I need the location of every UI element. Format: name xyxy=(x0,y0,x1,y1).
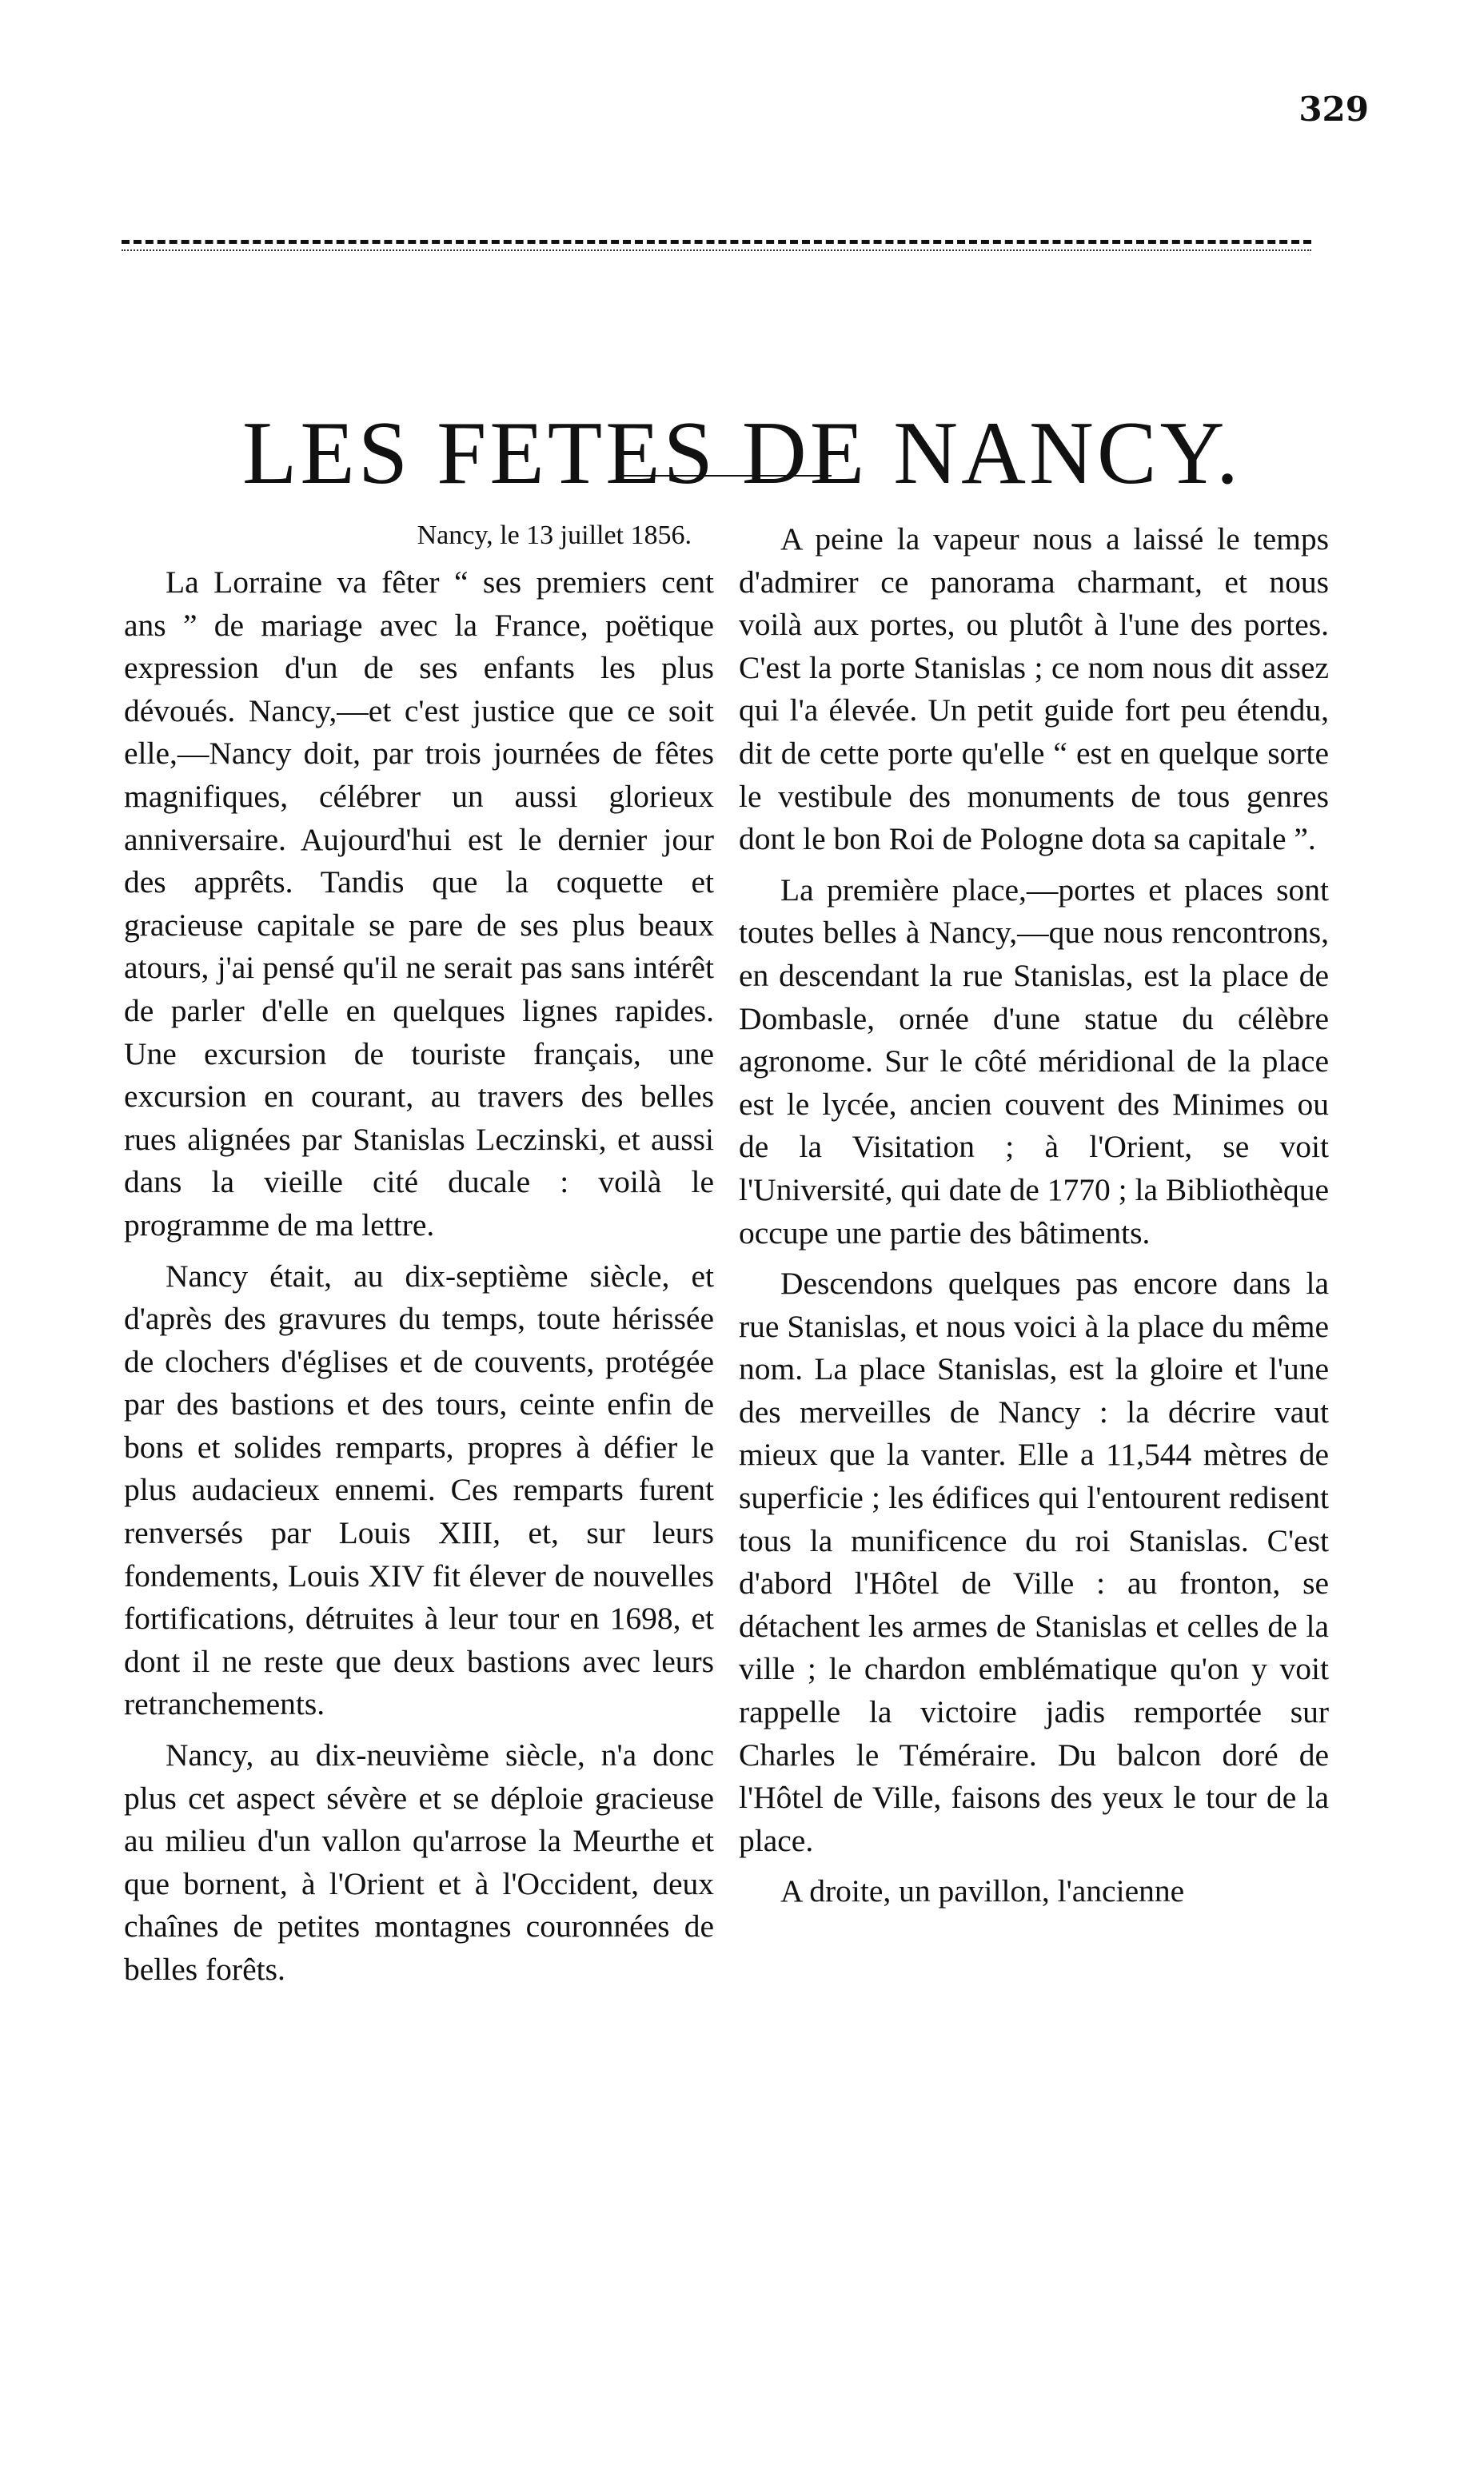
page-number: 329 xyxy=(1298,90,1369,129)
header-rule-dotted xyxy=(122,249,1311,251)
paragraph: Descendons quelques pas encore dans la rue Stanislas, et nous voici à la place du même nom. La place Stanislas, est la gloire et l'une des merveilles de Nancy : la décrire vaut mieux que la vanter. Elle a 11,544 mètres de superficie ; les édifices qui l'entourent redisent tous la munificence du roi Stanislas. C'est d'abord l'Hôtel de Ville : au fronton, se détachent les armes de Stanislas et celles de la ville ; le chardon emblématique qu'on y voit rappelle la victoire jadis remportée sur Charles le Téméraire. Du balcon doré de l'Hôtel de Ville, faisons des yeux le tour de la place. xyxy=(739,1266,1329,1858)
title-divider xyxy=(616,475,832,477)
dateline: Nancy, le 13 juillet 1856. xyxy=(417,521,692,550)
paragraph: A droite, un pavillon, l'ancienne xyxy=(780,1873,1185,1909)
paragraph: Nancy, au dix-neuvième siècle, n'a donc plus cet aspect sévère et se déploie gracieuse au milieu d'un vallon qu'arrose la Meurthe et que bornent, à l'Orient et à l'Occident, deux chaînes de petites montagnes couronnées de belles forêts. xyxy=(124,1737,714,1987)
left-column xyxy=(124,513,714,1992)
paragraph: La première place,—portes et places sont toutes belles à Nancy,—que nous rencontrons, en descendant la rue Stanislas, est la place de Dombasle, ornée d'une statue du célèbre agronome. Sur le côté méridional de la place est le lycée, ancien couvent des Minimes ou de la Visitation ; à l'Orient, se voit l'Université, qui date de 1770 ; la Bibliothèque occupe une partie des bâtiments. xyxy=(739,872,1329,1250)
right-column xyxy=(739,513,1329,1913)
paragraph: Nancy était, au dix-septième siècle, et d'après des gravures du temps, toute hérissée de clochers d'églises et de couvents, protégée par des bastions et des tours, ceinte enfin de bons et solides remparts, propres à défier le plus audacieux ennemi. Ces remparts furent renversés par Louis XIII, et, sur leurs fondements, Louis XIV fit élever de nouvelles fortifications, détruites à leur tour en 1698, et dont il ne reste que deux bastions avec leurs retranchements. xyxy=(124,1258,714,1722)
paragraph: A peine la vapeur nous a laissé le temps d'admirer ce panorama charmant, et nous voilà aux portes, ou plutôt à l'une des portes. C'est la porte Stanislas ; ce nom nous dit assez qui l'a élevée. Un petit guide fort peu étendu, dit de cette porte qu'elle “ est en quelque sorte le vestibule des monuments de tous genres dont le bon Roi de Pologne dota sa capitale ”. xyxy=(739,521,1329,857)
header-rule xyxy=(122,240,1311,244)
article-title: LES FETES DE NANCY. xyxy=(241,404,1243,504)
paragraph: La Lorraine va fêter “ ses premiers cent ans ” de mariage avec la France, poëtique expression d'un de ses enfants les plus dévoués. Nancy,—et c'est justice que ce soit elle,—Nancy doit, par trois journées de fêtes magnifiques, célébrer un aussi glorieux anniversaire. Aujourd'hui est le dernier jour des apprêts. Tandis que la coquette et gracieuse capitale se pare de ses plus beaux atours, j'ai pensé qu'il ne serait pas sans intérêt de parler d'elle en quelques lignes rapides. Une excursion de touriste français, une excursion en courant, au travers des belles rues alignées par Stanislas Leczinski, et aussi dans la vieille cité ducale : voilà le programme de ma lettre. xyxy=(124,564,714,1243)
